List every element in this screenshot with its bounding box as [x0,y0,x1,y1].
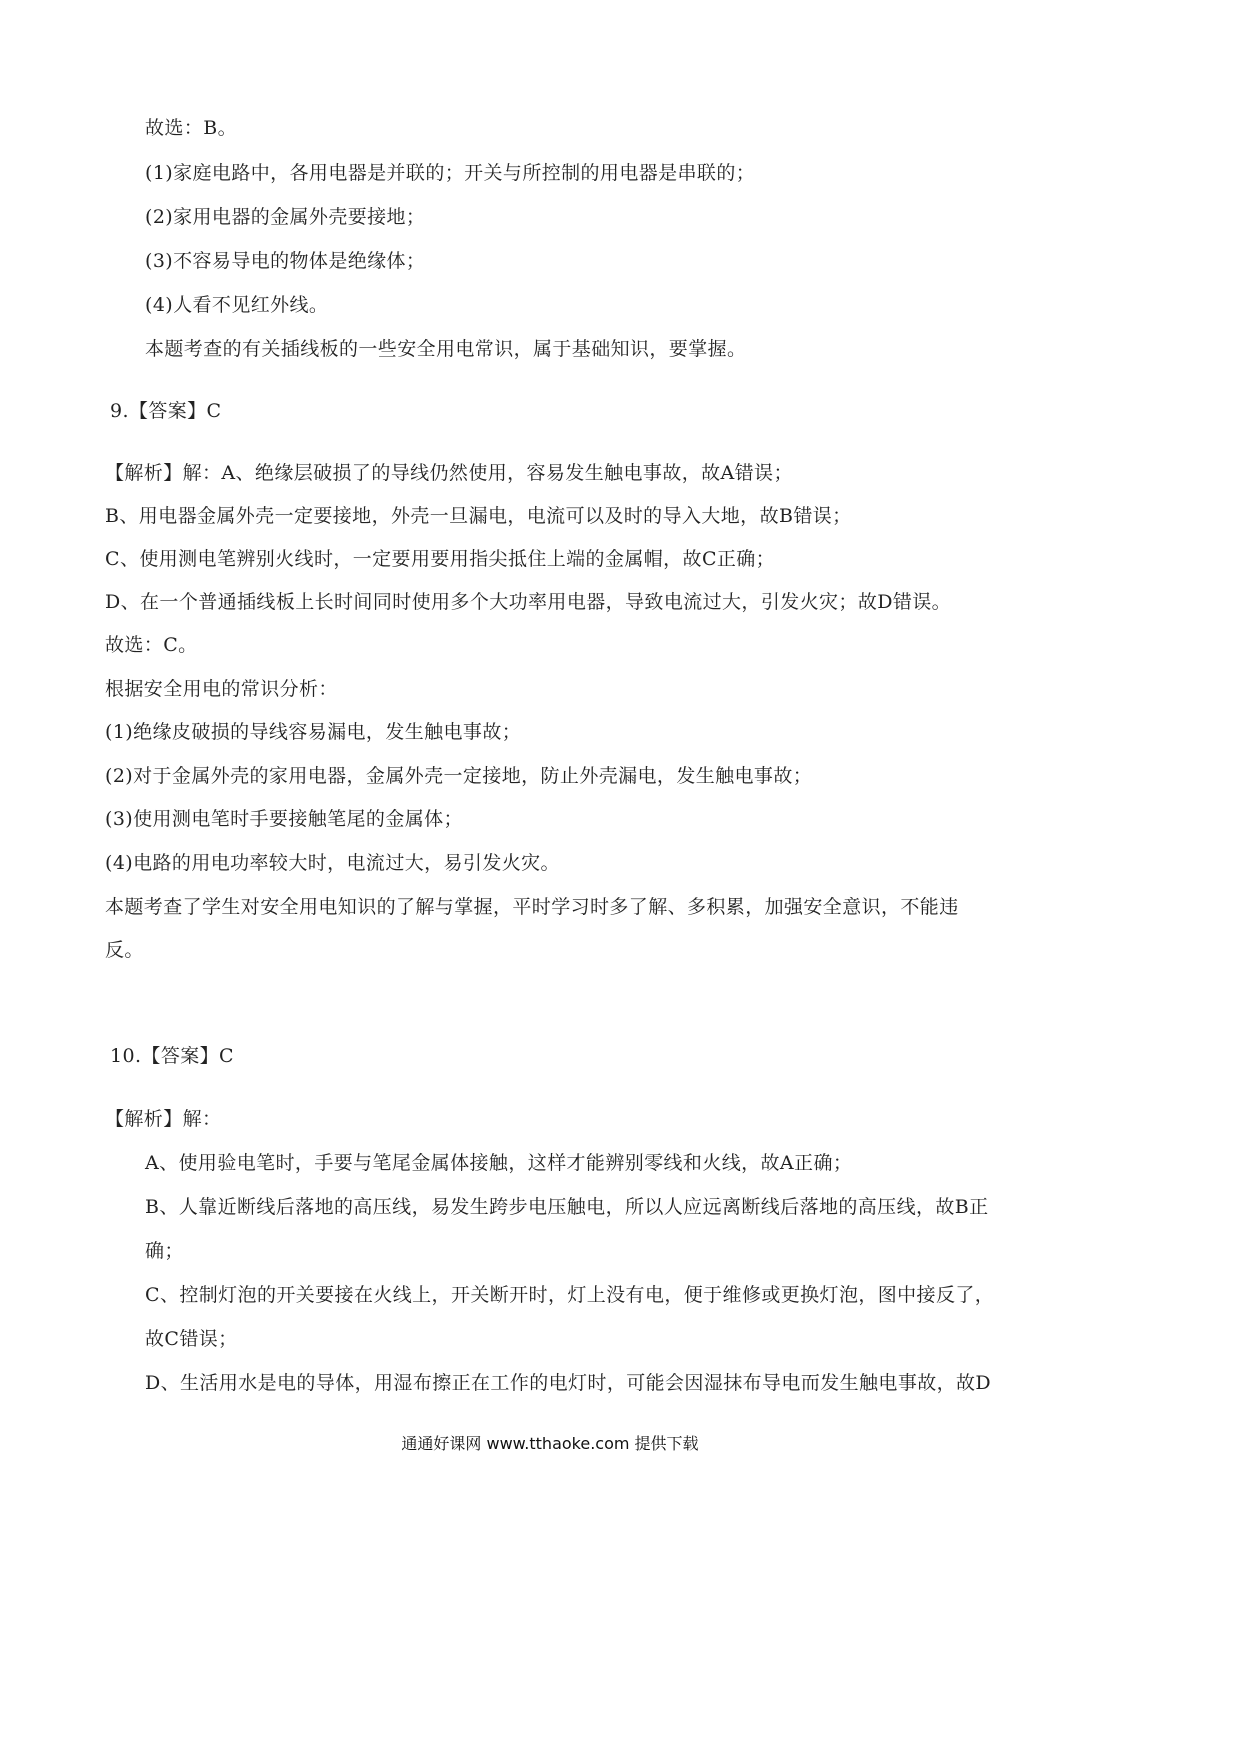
answer-heading: 9.【答案】C [110,400,222,422]
analysis-item: (3)使用测电笔时手要接触笔尾的金属体； [105,808,463,830]
page-footer: 通通好课网 www.tthaoke.com 提供下载 [401,1434,699,1453]
analysis-option: D、生活用水是电的导体，用湿布擦正在工作的电灯时，可能会因湿抹布导电而发生触电事故，故D [145,1372,992,1394]
summary-line: 本题考查了学生对安全用电知识的了解与掌握，平时学习时多了解、多积累，加强安全意识，不能违 [105,896,959,918]
analysis-heading: 【解析】解： [105,1108,222,1130]
analysis-item: (4)人看不见红外线。 [145,294,329,316]
analysis-option-cont: 故C错误； [145,1328,238,1350]
analysis-item: (4)电路的用电功率较大时，电流过大，易引发火灾。 [105,852,560,874]
analysis-item: (3)不容易导电的物体是绝缘体； [145,250,426,272]
analysis-option: A、使用验电笔时，手要与笔尾金属体接触，这样才能辨别零线和火线，故A正确； [145,1152,853,1174]
analysis-option: C、控制灯泡的开关要接在火线上，开关断开时，灯上没有电，便于维修或更换灯泡，图中接反了， [145,1284,995,1306]
basis-line: 根据安全用电的常识分析： [105,678,338,700]
analysis-option: B、人靠近断线后落地的高压线，易发生跨步电压触电，所以人应远离断线后落地的高压线，故B正 [145,1196,989,1218]
answer-heading: 10.【答案】C [110,1045,234,1067]
analysis-option: B、用电器金属外壳一定要接地，外壳一旦漏电，电流可以及时的导入大地，故B错误； [105,505,852,527]
choose-line: 故选：C。 [105,634,198,656]
summary-line: 本题考查的有关插线板的一些安全用电常识，属于基础知识，要掌握。 [145,338,747,360]
analysis-item: (2)家用电器的金属外壳要接地； [145,206,426,228]
analysis-item: (1)绝缘皮破损的导线容易漏电，发生触电事故； [105,721,522,743]
choose-line: 故选：B。 [145,117,237,139]
analysis-option-cont: 确； [145,1240,184,1262]
summary-line: 反。 [105,939,144,961]
analysis-heading: 【解析】解：A、绝缘层破损了的导线仍然使用，容易发生触电事故，故A错误； [105,462,793,484]
analysis-item: (1)家庭电路中，各用电器是并联的；开关与所控制的用电器是串联的； [145,162,756,184]
analysis-item: (2)对于金属外壳的家用电器，金属外壳一定接地，防止外壳漏电，发生触电事故； [105,765,813,787]
analysis-option: C、使用测电笔辨别火线时，一定要用要用指尖抵住上端的金属帽，故C正确； [105,548,776,570]
analysis-option: D、在一个普通插线板上长时间同时使用多个大功率用电器，导致电流过大，引发火灾；故D错误。 [105,591,952,613]
